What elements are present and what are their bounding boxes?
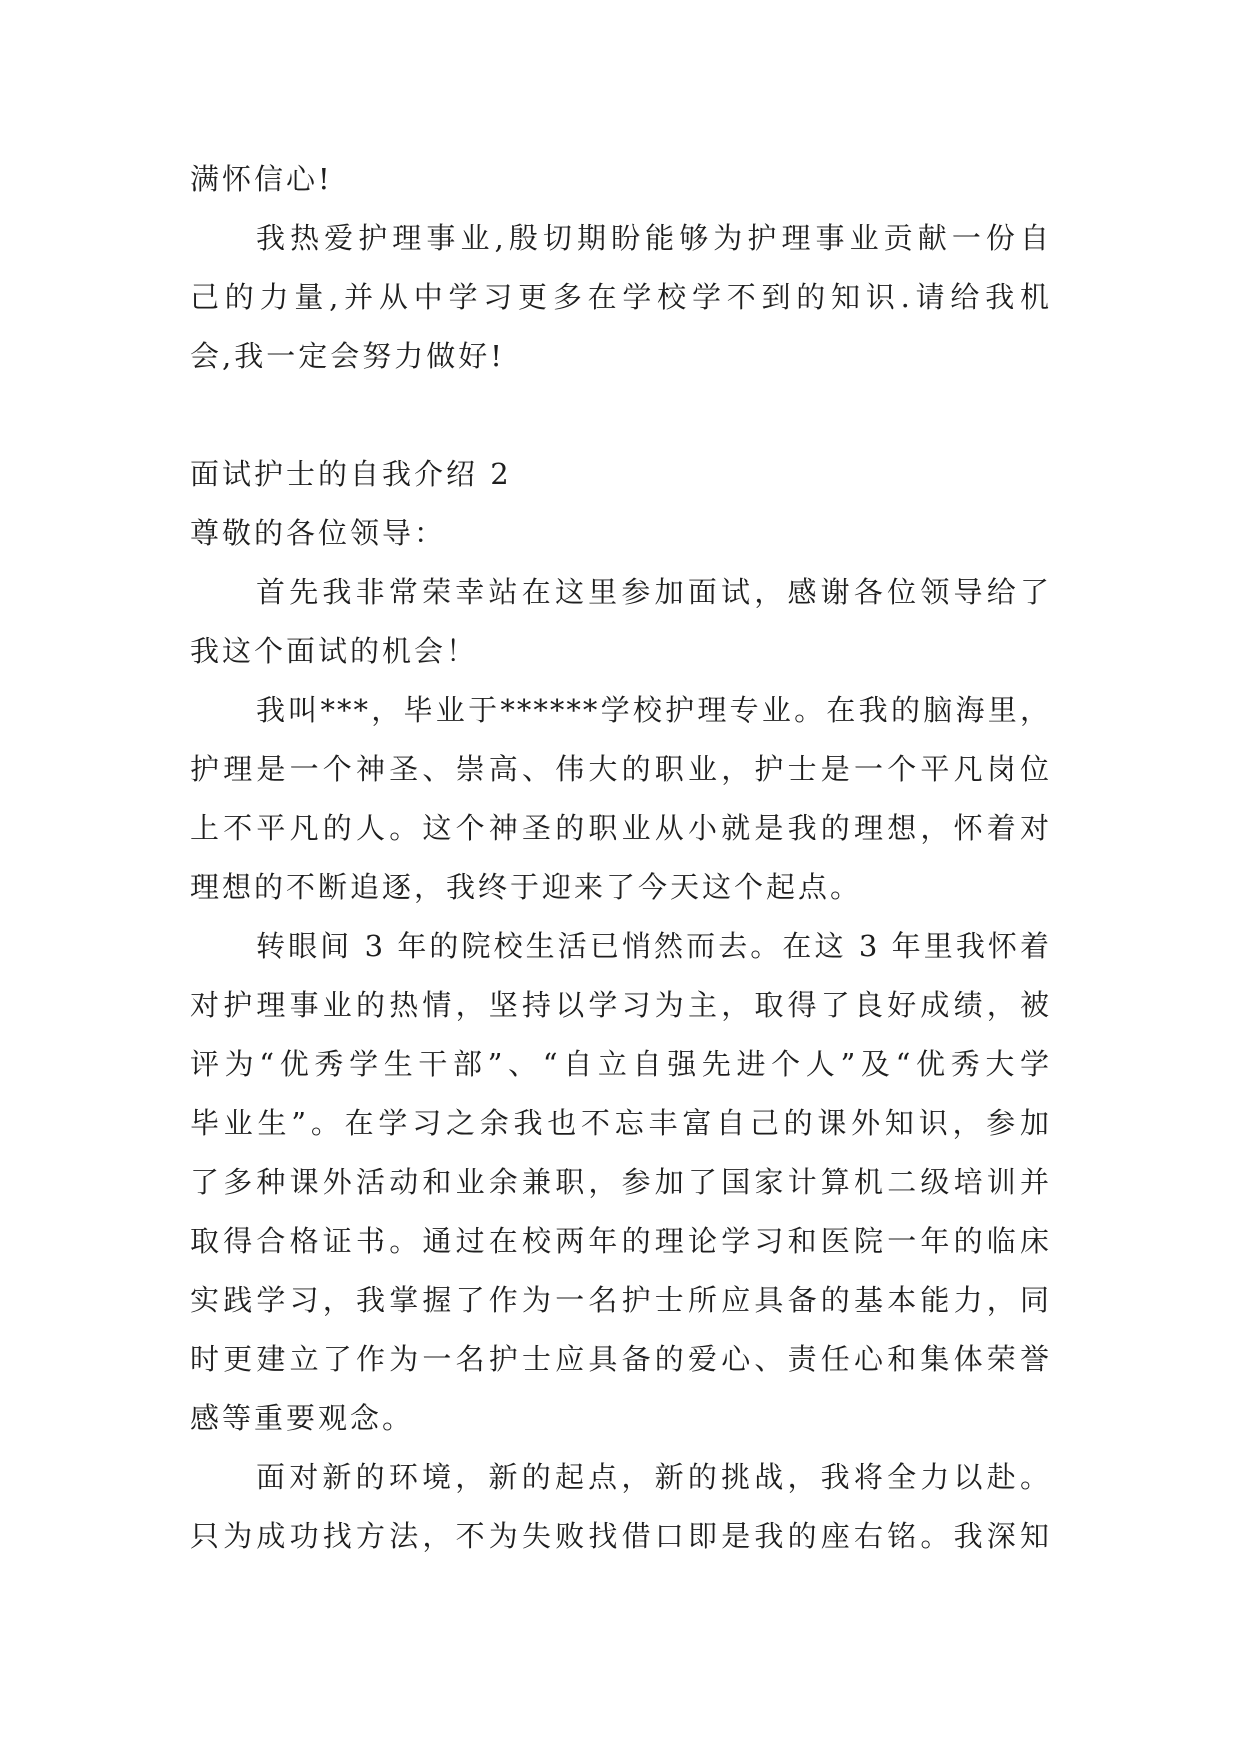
paragraph-line: 评为“优秀学生干部”、“自立自强先进个人”及“优秀大学 (190, 1047, 1051, 1081)
paragraph-line: 了多种课外活动和业余兼职，参加了国家计算机二级培训并 (190, 1165, 1051, 1199)
paragraph-line: 感等重要观念。 (190, 1401, 415, 1435)
paragraph-line: 我热爱护理事业,殷切期盼能够为护理事业贡献一份自 (256, 221, 1051, 255)
paragraph-line: 护理是一个神圣、崇高、伟大的职业，护士是一个平凡岗位 (190, 752, 1051, 786)
section-title: 面试护士的自我介绍 2 (190, 457, 512, 491)
paragraph-line: 满怀信心! (190, 162, 333, 196)
document-body (190, 150, 1051, 1566)
salutation: 尊敬的各位领导： (190, 516, 447, 550)
blank-line (190, 386, 1051, 445)
paragraph-line: 毕业生”。在学习之余我也不忘丰富自己的课外知识，参加 (190, 1106, 1051, 1140)
paragraph-line: 我叫***，毕业于******学校护理专业。在我的脑海里， (256, 693, 1051, 727)
paragraph-line: 时更建立了作为一名护士应具备的爱心、责任心和集体荣誉 (190, 1342, 1051, 1376)
paragraph-thanks (190, 563, 1051, 681)
paragraph-school-life (190, 917, 1051, 1448)
paragraph-line: 己的力量,并从中学习更多在学校学不到的知识.请给我机 (190, 280, 1051, 314)
paragraph-line: 理想的不断追逐，我终于迎来了今天这个起点。 (190, 870, 863, 904)
paragraph-line: 实践学习，我掌握了作为一名护士所应具备的基本能力，同 (190, 1283, 1051, 1317)
paragraph-line: 面对新的环境，新的起点，新的挑战，我将全力以赴。 (256, 1460, 1051, 1494)
paragraph-line: 取得合格证书。通过在校两年的理论学习和医院一年的临床 (190, 1224, 1051, 1258)
paragraph-introduction (190, 681, 1051, 917)
paragraph-line: 会,我一定会努力做好! (190, 339, 505, 373)
paragraph-opening-end (190, 150, 1051, 209)
paragraph-new-challenge (190, 1448, 1051, 1566)
paragraph-line: 首先我非常荣幸站在这里参加面试，感谢各位领导给了 (256, 575, 1051, 609)
paragraph-passion (190, 209, 1051, 386)
paragraph-line: 转眼间 3 年的院校生活已悄然而去。在这 3 年里我怀着 (256, 929, 1051, 963)
paragraph-line: 上不平凡的人。这个神圣的职业从小就是我的理想，怀着对 (190, 811, 1051, 845)
paragraph-line: 我这个面试的机会！ (190, 634, 479, 668)
paragraph-line: 只为成功找方法，不为失败找借口即是我的座右铭。我深知 (190, 1519, 1051, 1553)
paragraph-line: 对护理事业的热情，坚持以学习为主，取得了良好成绩，被 (190, 988, 1051, 1022)
